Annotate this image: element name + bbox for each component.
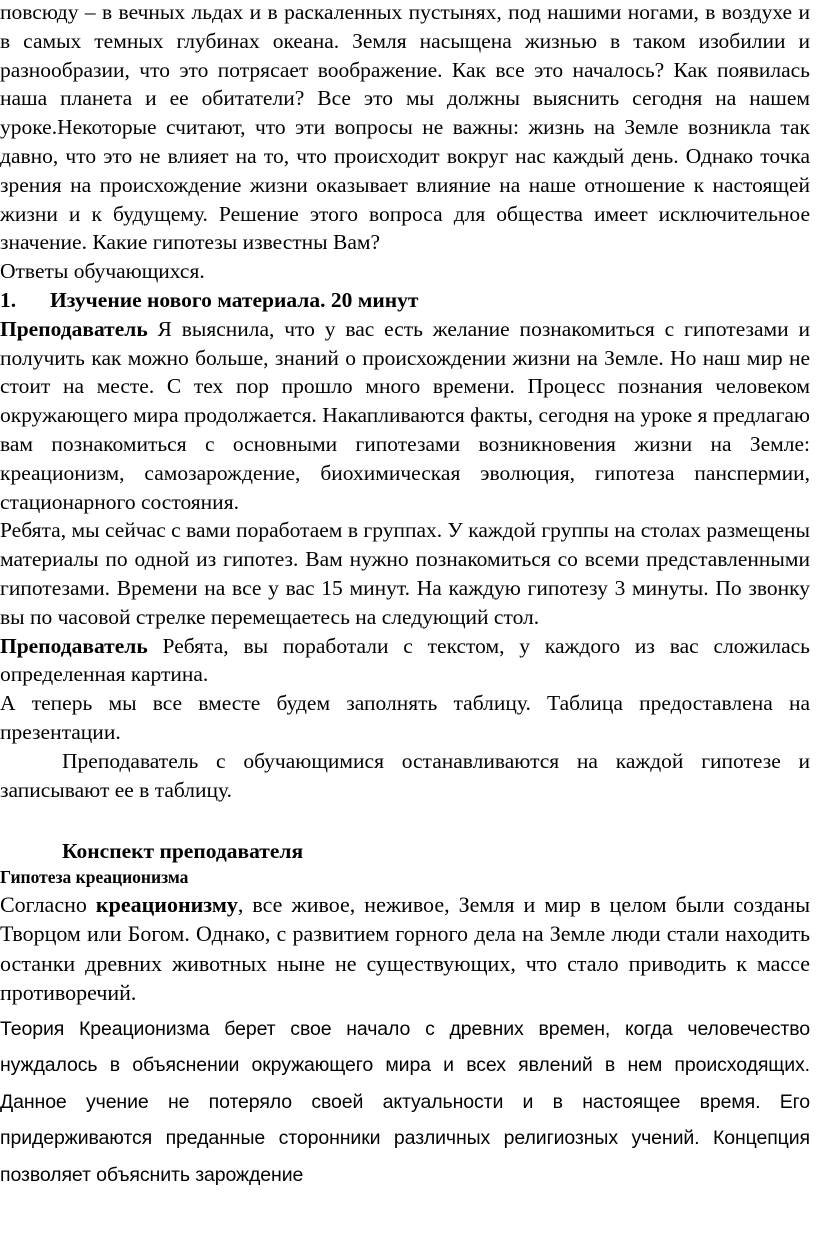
teacher-text-1: Я выяснила, что у вас есть желание познакомиться с гипотезами и получить как можно больше, знаний о происхождении жизни на Земле. Но наш мир не стоит на месте. С тех пор прошло много времени. Процесс познания человеком окружающего мира продолжается. Накапливаются факты, сегодня на уроке я предлагаю вам познакомиться с основными гипотезами возникновения жизни на Земле: креационизм, самозарождение, биохимическая эволюция, гипотеза панспермии, стационарного состояния.	[0, 316, 810, 514]
table-fill-paragraph: А теперь мы все вместе будем заполнять таблицу. Таблица предоставлена на презентации.	[0, 691, 810, 744]
intro-paragraph: повсюду – в вечных льдах и в раскаленных пустынях, под нашими ногами, в воздухе и в самых темных глубинах океана. Земля насыщена жизнью в таком изобилии и разнообразии, что это потрясает воображение. Как все это началось? Как появилась наша планета и ее обитатели? Все это мы должны выяснить сегодня на нашем уроке.Некоторые считают, что эти вопросы не важны: жизнь на Земле возникла так давно, что это не влияет на то, что происходит вокруг нас каждый день. Однако точка зрения на происхождение жизни оказывает влияние на наше отношение к настоящей жизни и к будущему. Решение этого вопроса для общества имеет исключительное значение. Какие гипотезы известны Вам?	[0, 0, 810, 255]
blank-line	[0, 804, 810, 833]
teacher-paragraph-1	[0, 315, 810, 517]
groups-paragraph: Ребята, мы сейчас с вами поработаем в группах. У каждой группы на столах размещены материалы по одной из гипотез. Вам нужно познакомиться со всеми представленными гипотезами. Времени на все у вас 15 минут. На каждую гипотезу 3 минуты. По звонку вы по часовой стрелке перемещаетесь на следующий стол.	[0, 518, 810, 629]
section-title: Изучение нового материала. 20 минут	[50, 287, 419, 312]
teacher-students-paragraph: Преподаватель с обучающимися останавливаются на каждой гипотезе и записывают ее в таблицу.	[0, 748, 810, 802]
creationism-pre: Согласно	[0, 891, 96, 917]
teacher-paragraph-2	[0, 632, 810, 690]
theory-paragraph: Теория Креационизма берет свое начало с древних времен, когда человечество нуждалось в объяснении окружающего мира и всех явлений в нем происходящих. Данное учение не потеряло своей актуальности и в настоящее время. Его придерживаются преданные сторонники различных религиозных учений. Концепция позволяет объяснить зарождение	[0, 1017, 810, 1186]
teacher-label-1: Преподаватель	[0, 316, 148, 341]
section-heading	[0, 286, 810, 315]
hypothesis-title: Гипотеза креационизма	[0, 866, 189, 887]
teacher-label-2: Преподаватель	[0, 633, 148, 658]
creationism-paragraph	[0, 890, 810, 1008]
teacher-text-2: Ребята, вы поработали с текстом, у каждого из вас сложилась определенная картина.	[0, 633, 810, 687]
section-number: 1.	[0, 287, 17, 312]
creationism-post: , все живое, неживое, Земля и мир в целом были созданы Творцом или Богом. Однако, с развитием горного дела на Земле люди стали находить останки древних животных ныне не существующих, что стало приводить к массе противоречий.	[0, 891, 810, 1006]
answers-line: Ответы обучающихся.	[0, 259, 205, 284]
creationism-bold: креационизму	[95, 891, 238, 917]
summary-title: Конспект преподавателя	[62, 839, 304, 864]
